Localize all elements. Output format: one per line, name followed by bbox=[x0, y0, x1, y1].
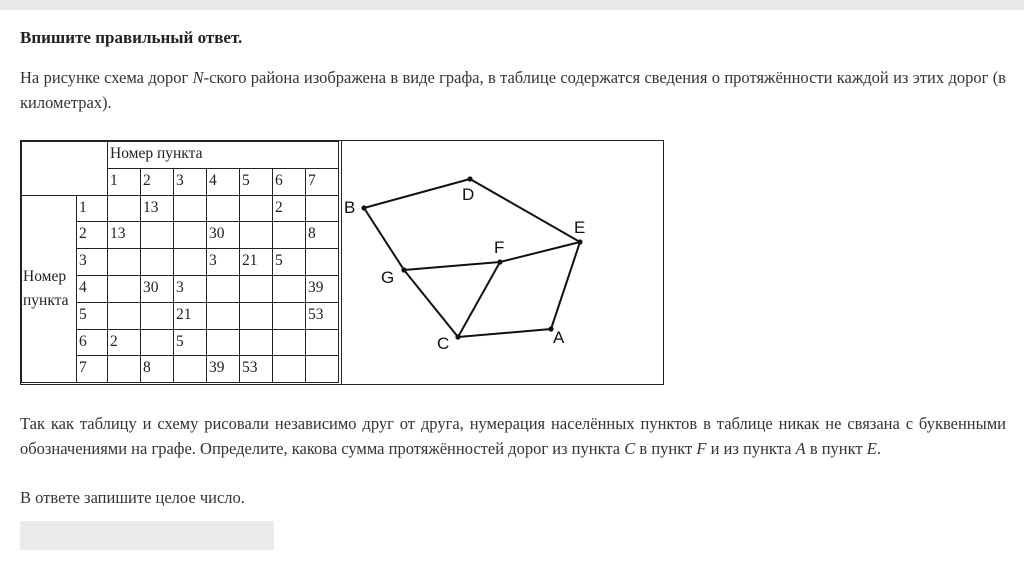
column-number-7: 7 bbox=[306, 168, 339, 195]
distance-cell: 30 bbox=[207, 222, 240, 249]
distance-cell: 2 bbox=[273, 195, 306, 222]
graph-node-f bbox=[497, 259, 502, 264]
distance-cell bbox=[108, 195, 141, 222]
table-corner-cell bbox=[22, 142, 108, 196]
distance-cell: 5 bbox=[174, 329, 207, 356]
graph-node-g bbox=[401, 267, 406, 272]
road-edge-c-a bbox=[458, 329, 551, 337]
graph-node-b bbox=[361, 205, 366, 210]
distance-cell bbox=[306, 356, 339, 383]
column-number-2: 2 bbox=[141, 168, 174, 195]
distance-cell: 30 bbox=[141, 275, 174, 302]
distance-cell bbox=[141, 249, 174, 276]
point-a-label: A bbox=[795, 438, 806, 458]
column-number-6: 6 bbox=[273, 168, 306, 195]
distance-cell bbox=[273, 275, 306, 302]
distance-cell: 3 bbox=[207, 249, 240, 276]
road-edge-b-d bbox=[364, 179, 470, 208]
distance-cell bbox=[306, 195, 339, 222]
distance-cell: 13 bbox=[141, 195, 174, 222]
distance-cell bbox=[108, 275, 141, 302]
table-row bbox=[22, 195, 339, 222]
distance-cell bbox=[240, 275, 273, 302]
distance-cell: 21 bbox=[240, 249, 273, 276]
graph-svg bbox=[342, 141, 664, 384]
graph-node-label-b: B bbox=[344, 198, 356, 217]
row-number-2: 2 bbox=[77, 222, 108, 249]
answer-prompt: В ответе запишите целое число. bbox=[20, 488, 245, 507]
column-header-label: Номер пункта bbox=[108, 142, 339, 169]
intro-text-1: На рисунке схема дорог bbox=[20, 68, 193, 87]
column-number-4: 4 bbox=[207, 168, 240, 195]
distance-cell bbox=[108, 249, 141, 276]
distance-cell bbox=[141, 222, 174, 249]
point-f-label: F bbox=[696, 438, 707, 458]
distance-cell bbox=[273, 356, 306, 383]
intro-paragraph bbox=[20, 66, 1006, 115]
question-text-5: . bbox=[876, 438, 881, 458]
question-text-2: в пункт bbox=[635, 438, 697, 458]
top-bar bbox=[0, 0, 1024, 10]
distance-cell bbox=[141, 329, 174, 356]
graph-node-label-d: D bbox=[462, 185, 475, 204]
graph-node-label-a: A bbox=[553, 328, 565, 347]
distance-cell: 8 bbox=[306, 222, 339, 249]
distance-cell bbox=[306, 329, 339, 356]
distance-cell: 53 bbox=[306, 302, 339, 329]
graph-node-label-e: E bbox=[574, 218, 586, 237]
answer-input[interactable] bbox=[20, 521, 274, 550]
distance-cell: 39 bbox=[306, 275, 339, 302]
road-edge-f-e bbox=[500, 242, 580, 262]
distance-table-container bbox=[21, 141, 339, 383]
distance-cell bbox=[240, 222, 273, 249]
distance-cell bbox=[240, 195, 273, 222]
distance-cell: 8 bbox=[141, 356, 174, 383]
distance-cell: 5 bbox=[273, 249, 306, 276]
distance-cell bbox=[174, 249, 207, 276]
point-e-label: E bbox=[866, 438, 877, 458]
question-text-4: в пункт bbox=[805, 438, 867, 458]
distance-cell: 3 bbox=[174, 275, 207, 302]
distance-cell bbox=[207, 302, 240, 329]
distance-cell: 21 bbox=[174, 302, 207, 329]
row-header-label: Номер пункта bbox=[22, 195, 77, 383]
distance-cell bbox=[240, 329, 273, 356]
road-graph bbox=[341, 141, 663, 384]
graph-node-label-f: F bbox=[494, 238, 505, 257]
row-number-3: 3 bbox=[77, 249, 108, 276]
graph-node-label-g: G bbox=[381, 268, 395, 287]
point-c-label: C bbox=[624, 438, 636, 458]
column-number-5: 5 bbox=[240, 168, 273, 195]
distance-cell bbox=[273, 302, 306, 329]
distance-cell: 53 bbox=[240, 356, 273, 383]
distance-cell bbox=[207, 275, 240, 302]
distance-cell bbox=[174, 222, 207, 249]
graph-node-d bbox=[467, 176, 472, 181]
graph-node-e bbox=[577, 239, 582, 244]
distance-cell bbox=[240, 302, 273, 329]
row-number-5: 5 bbox=[77, 302, 108, 329]
distance-cell bbox=[273, 329, 306, 356]
instruction-heading: Впишите правильный ответ. bbox=[20, 28, 243, 47]
distance-cell bbox=[207, 195, 240, 222]
distance-cell bbox=[273, 222, 306, 249]
distance-cell: 2 bbox=[108, 329, 141, 356]
distance-cell bbox=[207, 329, 240, 356]
row-number-7: 7 bbox=[77, 356, 108, 383]
road-edge-d-e bbox=[470, 179, 580, 242]
question-paragraph bbox=[20, 412, 1006, 461]
distance-cell bbox=[306, 249, 339, 276]
region-letter: N bbox=[192, 68, 204, 87]
road-edge-g-c bbox=[404, 270, 458, 337]
row-number-1: 1 bbox=[77, 195, 108, 222]
question-text-3: и из пункта bbox=[706, 438, 796, 458]
question-text-1: Так как таблицу и схему рисовали независимо друг от друга, нумерация населённых пунктов в таблице никак не связана с буквенными обозначениями на графе. Определите, какова сумма протяжённостей дорог из пункта bbox=[20, 414, 1006, 458]
road-edge-g-f bbox=[404, 262, 500, 270]
road-edge-a-e bbox=[551, 242, 580, 329]
distance-table bbox=[21, 141, 339, 383]
distance-cell bbox=[141, 302, 174, 329]
row-number-6: 6 bbox=[77, 329, 108, 356]
road-edge-b-g bbox=[364, 208, 404, 270]
row-number-4: 4 bbox=[77, 275, 108, 302]
column-number-1: 1 bbox=[108, 168, 141, 195]
figure-frame bbox=[20, 140, 664, 385]
graph-node-label-c: C bbox=[437, 334, 450, 353]
intro-text-2: -ского района изображена в виде графа, в таблице содержатся сведения о протяжённости каждой из этих дорог (в километрах). bbox=[20, 68, 1006, 112]
distance-cell bbox=[174, 356, 207, 383]
distance-cell bbox=[108, 302, 141, 329]
column-number-3: 3 bbox=[174, 168, 207, 195]
road-edge-c-f bbox=[458, 262, 500, 337]
graph-node-c bbox=[455, 334, 460, 339]
distance-cell: 39 bbox=[207, 356, 240, 383]
distance-cell bbox=[108, 356, 141, 383]
distance-cell bbox=[174, 195, 207, 222]
distance-cell: 13 bbox=[108, 222, 141, 249]
